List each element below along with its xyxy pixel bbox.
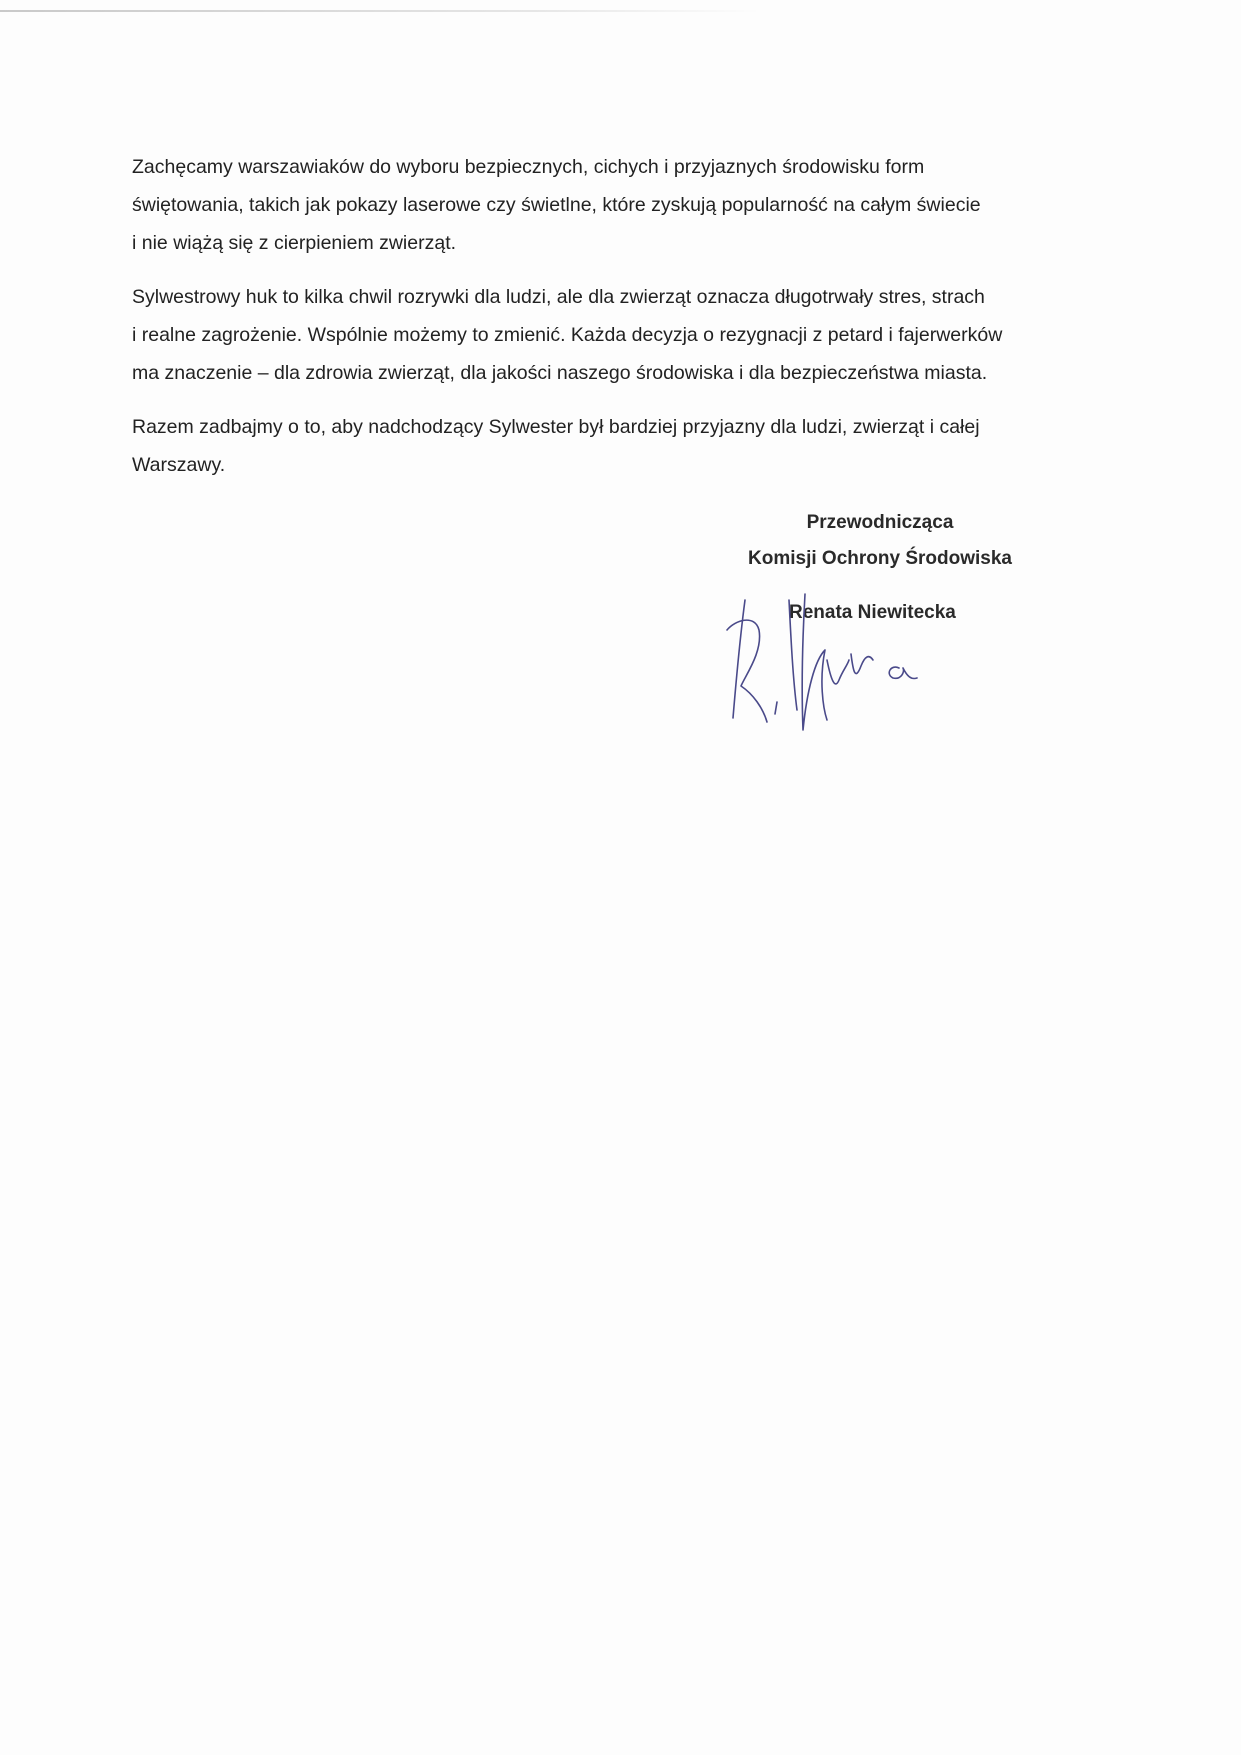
paragraph-line: i realne zagrożenie. Wspólnie możemy to zmienić. Każda decyzja o rezygnacji z petard i fajerwerków bbox=[132, 324, 1003, 346]
paragraph-line: Sylwestrowy huk to kilka chwil rozrywki dla ludzi, ale dla zwierząt oznacza długotrwały stres, strach bbox=[132, 286, 985, 308]
handwritten-signature-icon bbox=[715, 590, 945, 740]
paragraph-2 bbox=[132, 278, 1092, 392]
paragraph-line: Warszawy. bbox=[132, 454, 226, 476]
scan-edge-line bbox=[0, 10, 760, 12]
paragraph-line: świętowania, takich jak pokazy laserowe czy świetlne, które zyskują popularność na całym świecie bbox=[132, 194, 981, 216]
paragraph-line: i nie wiążą się z cierpieniem zwierząt. bbox=[132, 232, 457, 254]
paragraph-line: Zachęcamy warszawiaków do wyboru bezpiecznych, cichych i przyjaznych środowisku form bbox=[132, 156, 925, 178]
letter-body bbox=[132, 148, 1092, 500]
signer-title: Przewodnicząca bbox=[806, 512, 954, 533]
paragraph-line: Razem zadbajmy o to, aby nadchodzący Sylwester był bardziej przyjazny dla ludzi, zwierząt i całej bbox=[132, 416, 980, 438]
paragraph-line: ma znaczenie – dla zdrowia zwierząt, dla jakości naszego środowiska i dla bezpieczeństwa miasta. bbox=[132, 362, 988, 384]
signature-block bbox=[700, 505, 1060, 577]
paragraph-1 bbox=[132, 148, 1092, 262]
signer-committee: Komisji Ochrony Środowiska bbox=[748, 548, 1012, 569]
paragraph-3 bbox=[132, 408, 1092, 484]
signer-name: Renata Niewitecka bbox=[789, 602, 956, 623]
